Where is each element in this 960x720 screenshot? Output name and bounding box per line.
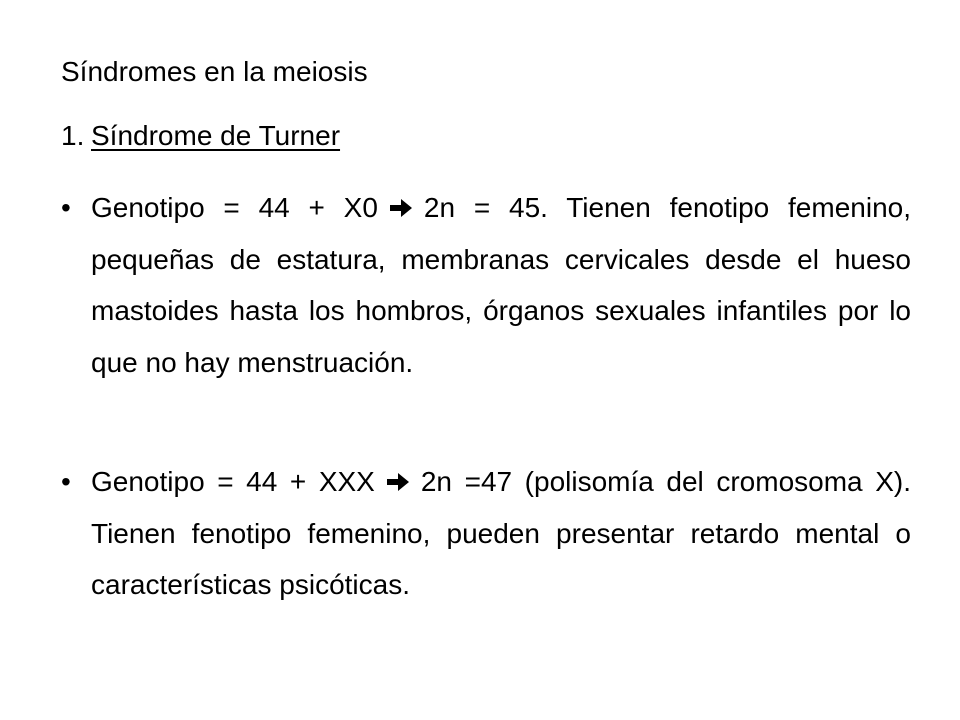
slide-title: Síndromes en la meiosis: [61, 56, 368, 87]
numbered-section-heading: [61, 116, 340, 156]
section-number: 1.: [61, 120, 85, 151]
bullet-dot: •: [61, 192, 71, 223]
bullet-description-text: 2n = 45. Tienen fenotipo femenino, pequeñas de estatura, membranas cervicales desde el hueso mastoides hasta los hombros, órganos sexuales infantiles por lo que no hay menstruación.: [91, 192, 911, 378]
section-heading: Síndrome de Turner: [91, 120, 341, 151]
bullet-item-triple-x-genotype: [61, 456, 911, 611]
right-arrow-icon: [388, 197, 414, 219]
bullet-dot: •: [61, 466, 71, 497]
bullet-genotype-text: Genotipo = 44 + XXX: [91, 466, 375, 497]
bullet-description-text: 2n =47 (polisomía del cromosoma X). Tienen fenotipo femenino, pueden presentar retardo mental o características psicóticas.: [91, 466, 911, 600]
bullet-text: [91, 182, 911, 388]
right-arrow-icon: [385, 471, 411, 493]
bullet-item-turner-genotype: [61, 182, 911, 388]
bullet-genotype-text: Genotipo = 44 + X0: [91, 192, 378, 223]
bullet-text: [91, 456, 911, 611]
